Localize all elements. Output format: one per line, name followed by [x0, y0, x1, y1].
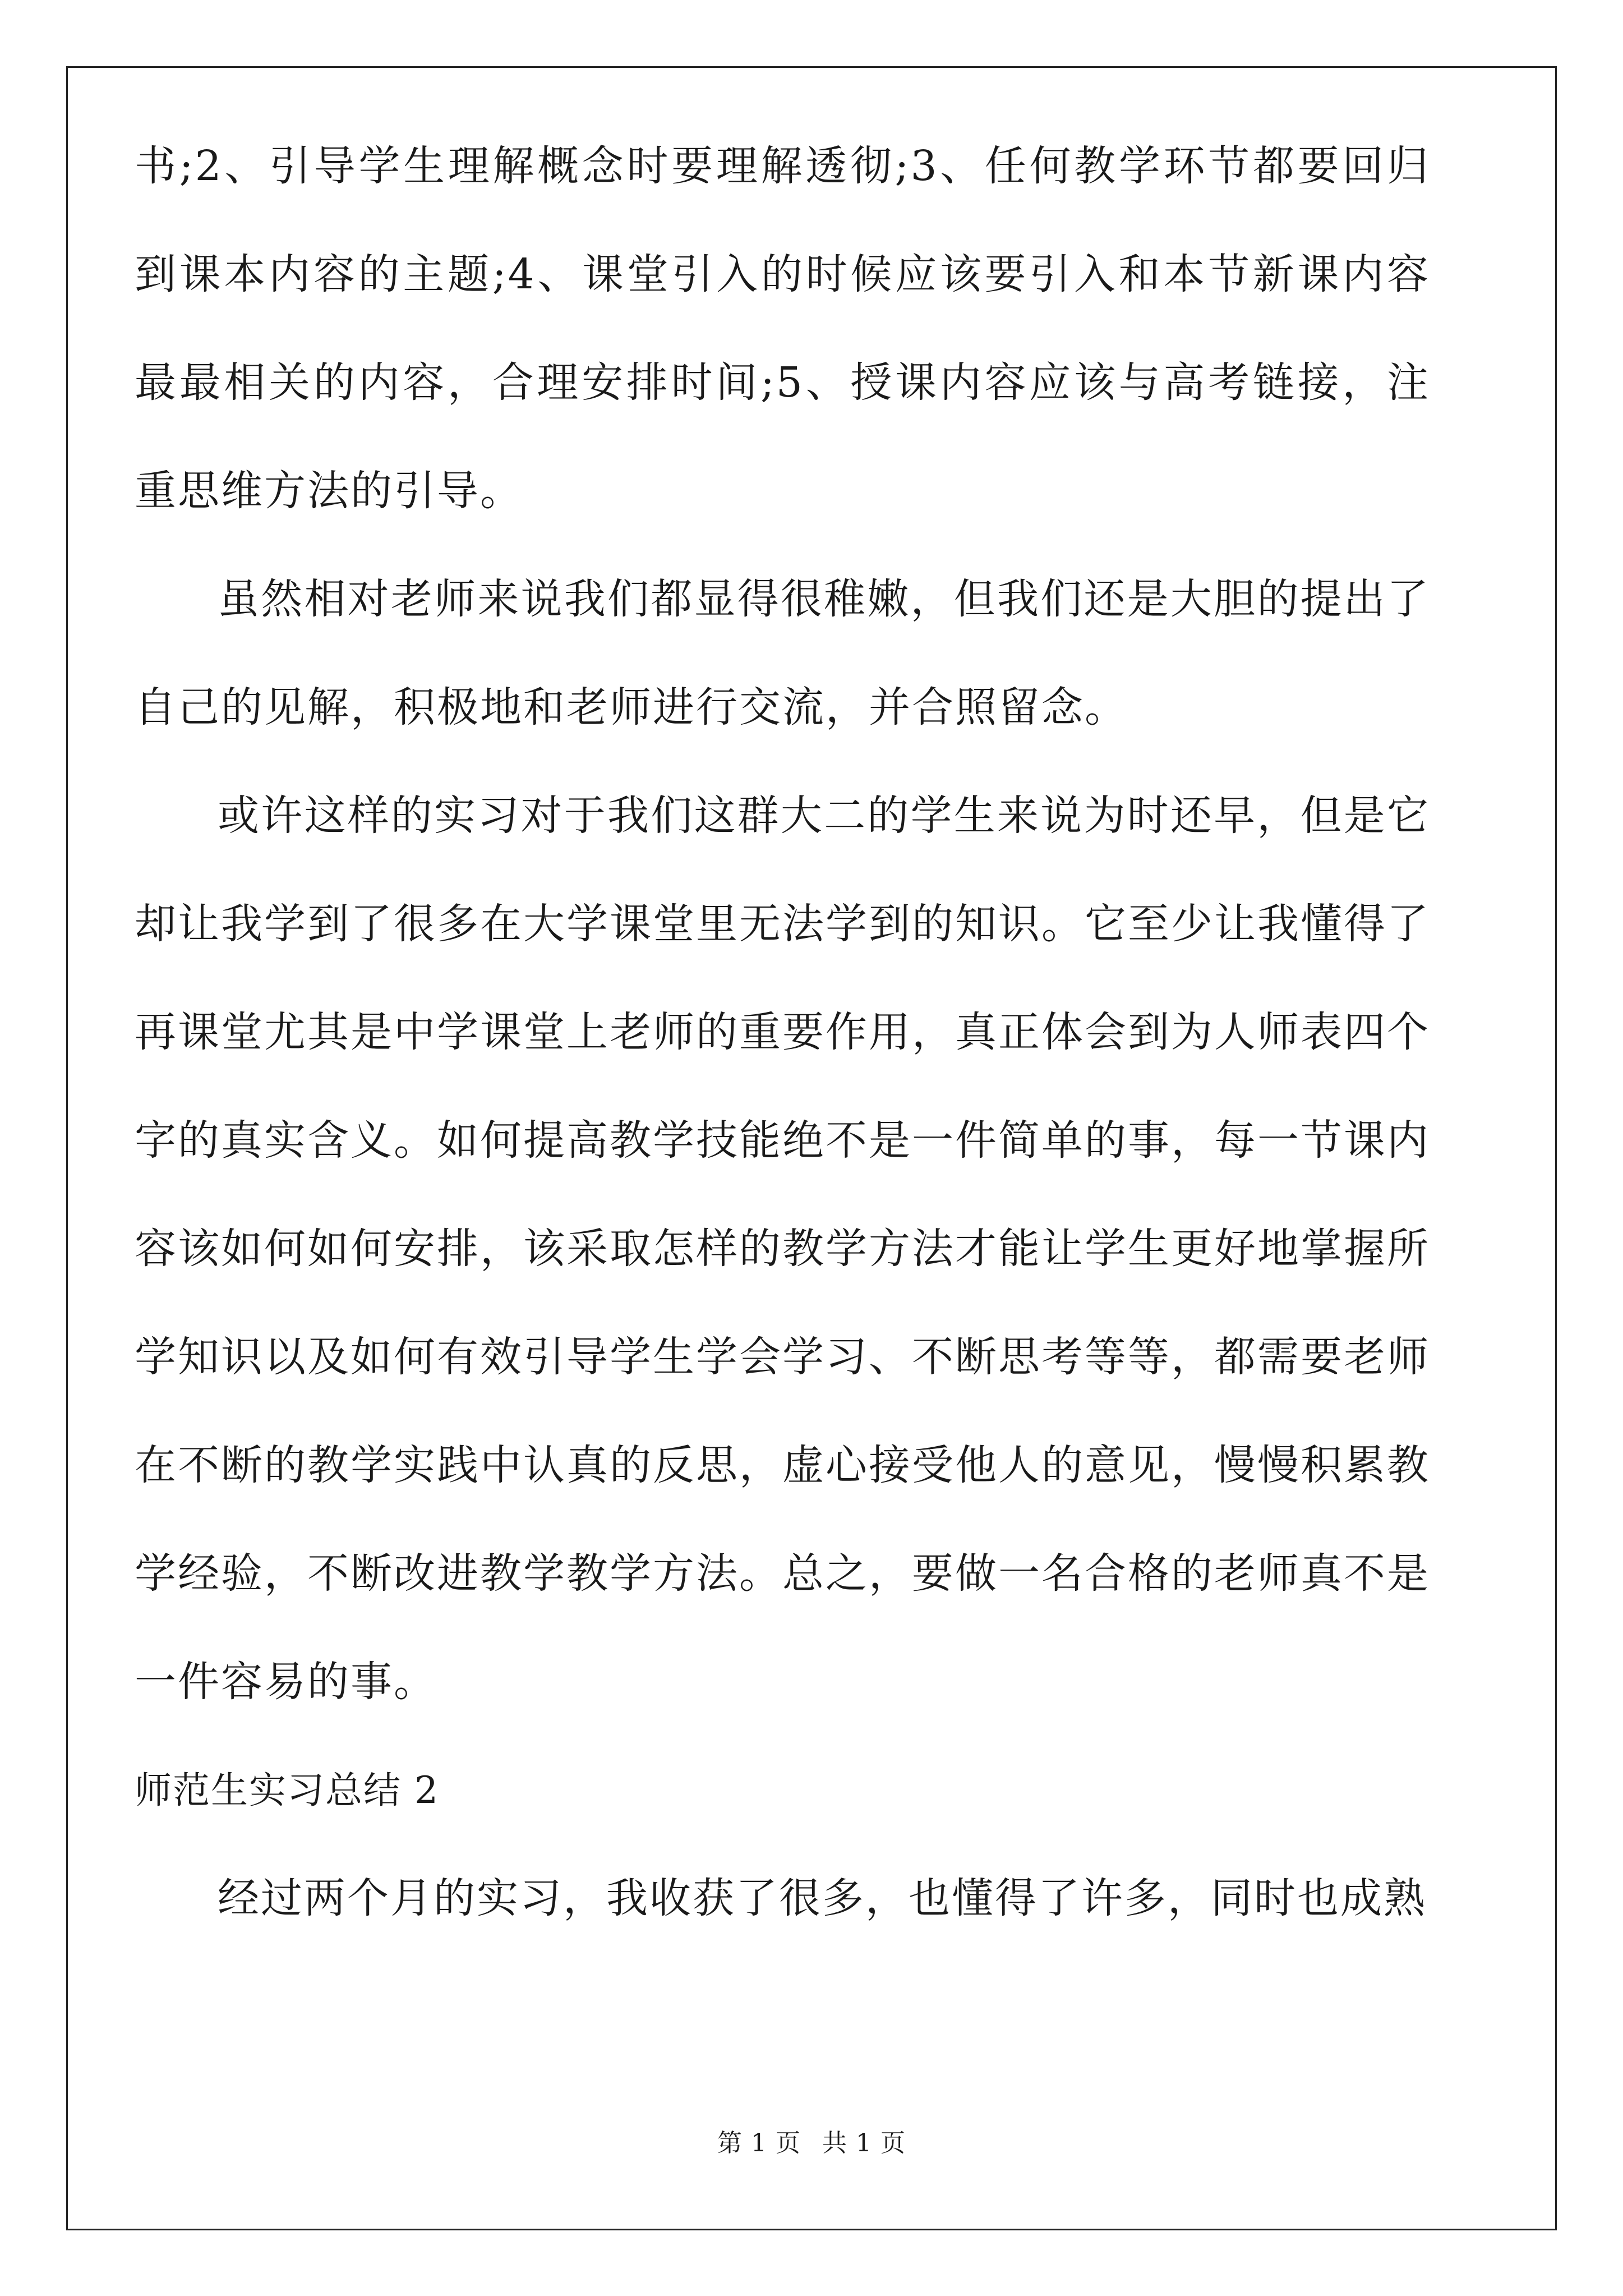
paragraph-4: 经过两个月的实习，我收获了很多，也懂得了许多，同时也成熟: [218, 1874, 1427, 1922]
paragraph-3: 或许这样的实习对于我们这群大二的学生来说为时还早，但是它却让我学到了很多在大学课堂里无法学到的知识。它至少让我懂得了再课堂尤其是中学课堂上老师的重要作用，真正体会到为人师表四个字的真实含义。如何提高教学技能绝不是一件简单的事，每一节课内容该如何如何安排，该采取怎样的教学方法才能让学生更好地掌握所学知识以及如何有效引导学生学会学习、不断思考等等，都需要老师在不断的教学实践中认真的反思，虚心接受他人的意见，慢慢积累教学经验，不断改进教学教学方法。总之，要做一名合格的老师真不是一件容易的事。: [135, 792, 1430, 1706]
page-number-current: 第 1 页: [717, 2129, 801, 2157]
page-footer: [0, 2123, 1623, 2159]
document-body: [135, 112, 1430, 2087]
paragraph-1: 书;2、引导学生理解概念时要理解透彻;3、任何教学环节都要回归到课本内容的主题;4、课堂引入的时候应该要引入和本节新课内容最最相关的内容，合理安排时间;5、授课内容应该与高考链接，注重思维方法的引导。: [135, 142, 1430, 515]
page-number-total: 共 1 页: [822, 2129, 906, 2157]
section-heading: 师范生实习总结 2: [135, 1769, 439, 1812]
paragraph-2: 虽然相对老师来说我们都显得很稚嫩，但我们还是大胆的提出了自己的见解，积极地和老师进行交流，并合照留念。: [135, 575, 1430, 731]
